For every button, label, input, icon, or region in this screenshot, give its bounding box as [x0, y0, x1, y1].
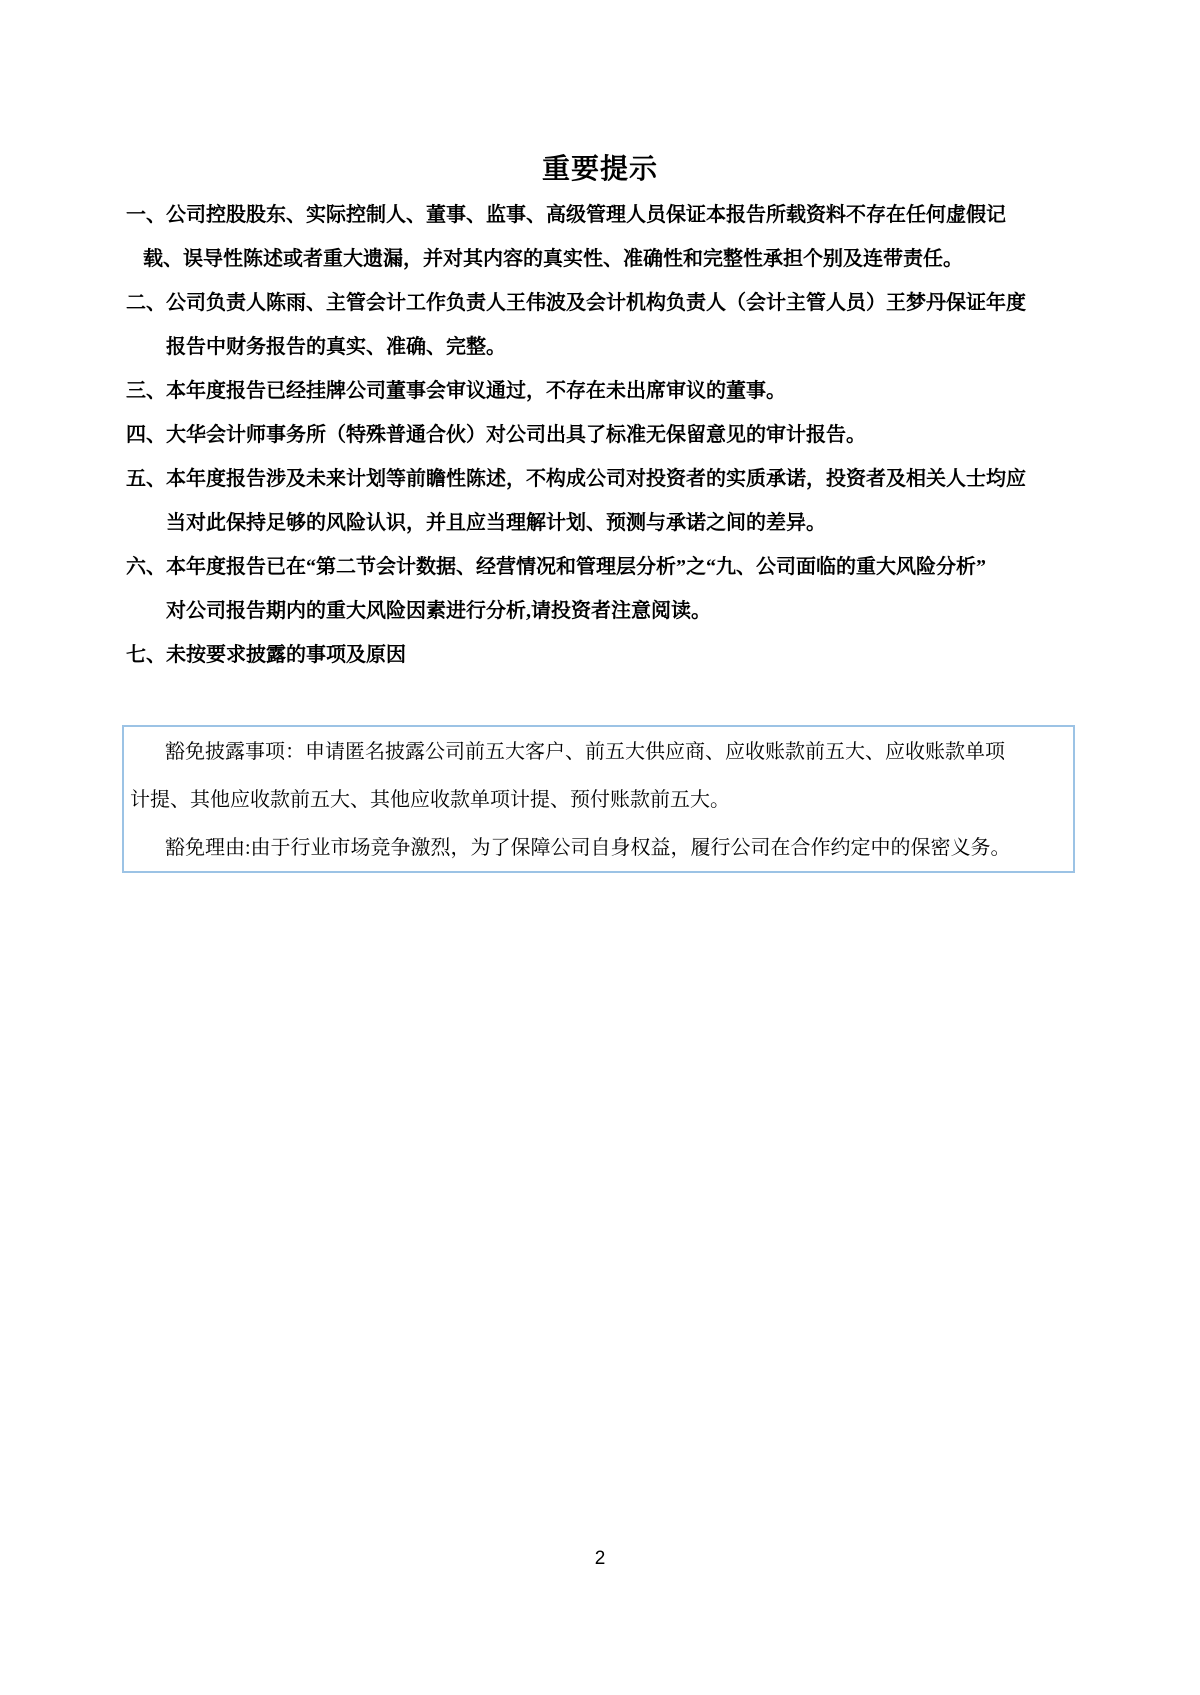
item-text: 本年度报告已经挂牌公司董事会审议通过，不存在未出席审议的董事。	[166, 380, 786, 402]
item-line: 对公司报告期内的重大风险因素进行分析,请投资者注意阅读。	[166, 600, 711, 622]
item-line	[126, 193, 1006, 237]
item-text: 未按要求披露的事项及原因	[166, 644, 406, 666]
notice-item-3	[126, 369, 1006, 413]
item-line: 载、误导性陈述或者重大遗漏，并对其内容的真实性、准确性和完整性承担个别及连带责任。	[143, 248, 963, 270]
page-number: 2	[594, 1548, 606, 1569]
item-text: 本年度报告已在“第二节会计数据、经营情况和管理层分析”之“九、公司面临的重大风险分析”	[166, 556, 986, 578]
item-line	[126, 545, 1006, 589]
item-line	[126, 281, 1026, 325]
notice-item-1	[126, 193, 1006, 281]
notice-list	[126, 193, 1026, 677]
item-line: 当对此保持足够的风险认识，并且应当理解计划、预测与承诺之间的差异。	[166, 512, 826, 534]
notice-item-4	[126, 413, 1006, 457]
item-line	[126, 633, 1006, 677]
item-line	[126, 413, 1006, 457]
exemption-disclosure-line-1: 豁免披露事项：申请匿名披露公司前五大客户、前五大供应商、应收账款前五大、应收账款单项	[165, 741, 1005, 763]
item-number: 六、	[126, 556, 166, 578]
item-text: 公司负责人陈雨、主管会计工作负责人王伟波及会计机构负责人（会计主管人员）王梦丹保证年度	[166, 292, 1026, 314]
item-line	[126, 457, 1026, 501]
item-number: 一、	[126, 204, 166, 226]
item-number: 四、	[126, 424, 166, 446]
notice-item-6	[126, 545, 1006, 633]
exemption-box	[122, 725, 1075, 873]
exemption-reason-line: 豁免理由:由于行业市场竞争激烈，为了保障公司自身权益，履行公司在合作约定中的保密义务。	[165, 837, 1011, 859]
notice-item-5	[126, 457, 1026, 545]
item-number: 五、	[126, 468, 166, 490]
exemption-disclosure-line-2: 计提、其他应收款前五大、其他应收款单项计提、预付账款前五大。	[130, 789, 730, 811]
page-title: 重要提示	[541, 154, 658, 185]
item-text: 本年度报告涉及未来计划等前瞻性陈述，不构成公司对投资者的实质承诺，投资者及相关人士均应	[166, 468, 1026, 490]
item-line: 报告中财务报告的真实、准确、完整。	[166, 336, 506, 358]
notice-item-7	[126, 633, 1006, 677]
notice-item-2	[126, 281, 1026, 369]
item-text: 公司控股股东、实际控制人、董事、监事、高级管理人员保证本报告所载资料不存在任何虚假记	[166, 204, 1006, 226]
item-number: 三、	[126, 380, 166, 402]
item-line	[126, 369, 1006, 413]
item-number: 二、	[126, 292, 166, 314]
item-number: 七、	[126, 644, 166, 666]
item-text: 大华会计师事务所（特殊普通合伙）对公司出具了标准无保留意见的审计报告。	[166, 424, 866, 446]
